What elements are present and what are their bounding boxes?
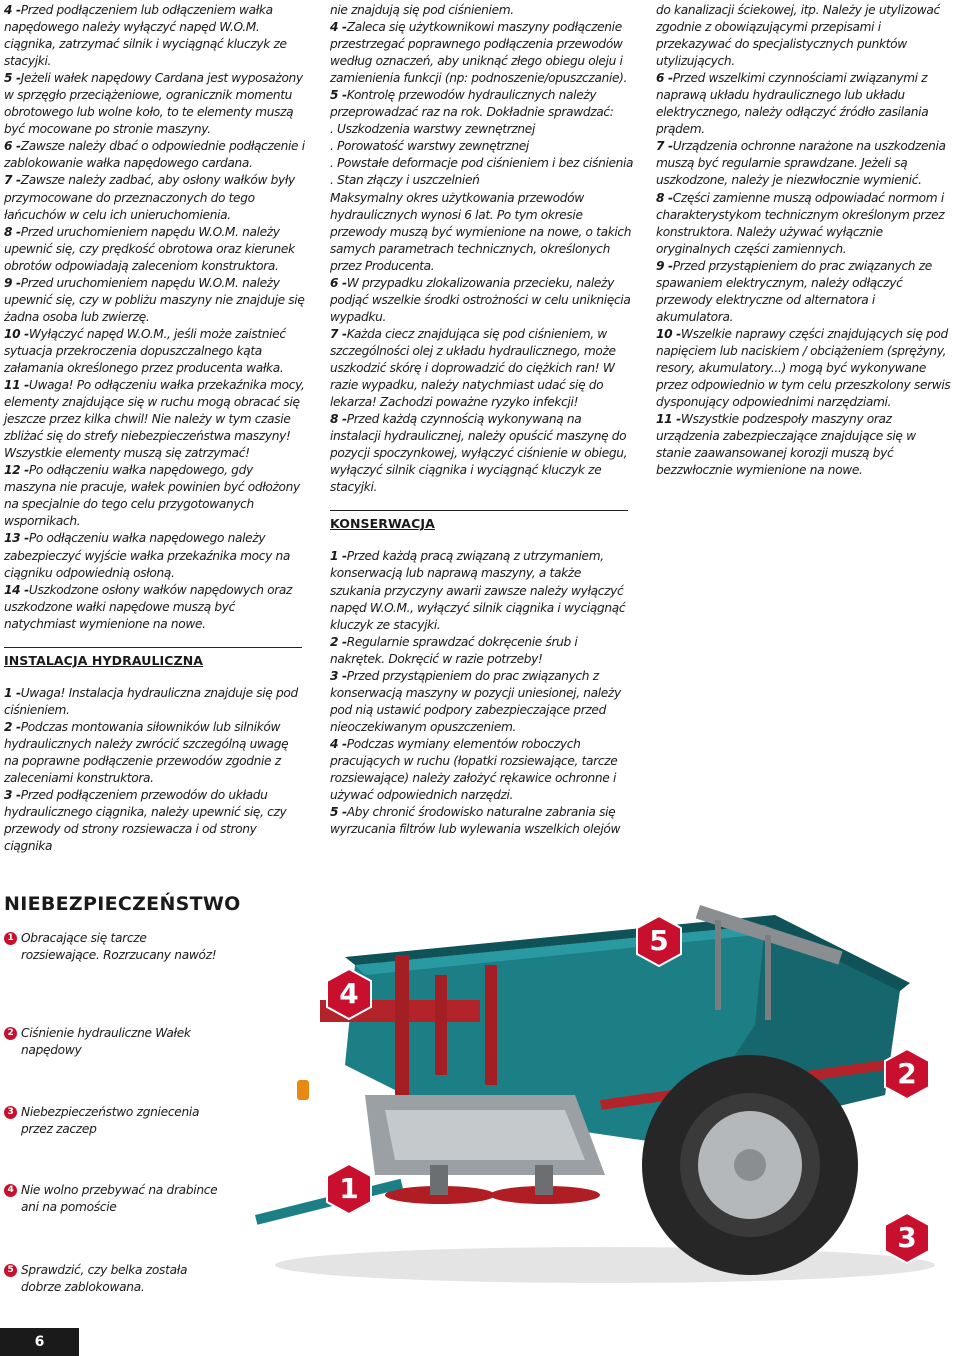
danger-legend-item-1: 1 Obracające się tarcze rozsiewające. Rozrzucany nawóz! <box>4 930 224 964</box>
number-badge-icon: 1 <box>4 932 17 945</box>
fertilizer-spreader-photo <box>245 895 960 1285</box>
hazard-badge-4: 4 <box>325 968 373 1020</box>
paragraph-k5: 5 -Aby chronić środowisko naturalne zabrania się wyrzucania filtrów lub wylewania wszelkich olejów <box>330 805 621 837</box>
danger-heading: NIEBEZPIECZEŃSTWO <box>4 893 241 915</box>
list-item: . Porowatość warstwy zewnętrznej <box>330 139 529 154</box>
hazard-badge-3: 3 <box>883 1212 931 1264</box>
paragraph-h7: 7 -Każda ciecz znajdująca się pod ciśnieniem, w szczególności olej z układu hydraulicznego, może uszkodzić skórę i doprowadzić do ciężkich ran! W razie wypadku, należy natychmiast udać się do lekarza! Zachodzi poważne ryzyko infekcji! <box>330 326 616 410</box>
danger-legend-item-4: 4 Nie wolno przebywać na drabince ani na pomoście <box>4 1182 224 1216</box>
paragraph-11: 14 -Uszkodzone osłony wałków napędowych oraz uszkodzone wałki napędowe muszą być natychmiast wymienione na nowe. <box>4 582 293 631</box>
paragraph-h5: 5 -Kontrolę przewodów hydraulicznych należy przeprowadzać raz na rok. Dokładnie sprawdzać: <box>330 88 614 120</box>
number-badge-icon: 4 <box>4 1184 17 1197</box>
danger-legend-item-5: 5 Sprawdzić, czy belka została dobrze zablokowana. <box>4 1262 224 1296</box>
paragraph-6: 9 -Przed uruchomieniem napędu W.O.M. należy upewnić się, czy w pobliżu maszyny nie znajduje się żadna osoba lub zwierzę. <box>4 275 305 324</box>
paragraph-h3: 3 -Przed podłączeniem przewodów do układu hydraulicznego ciągnika, należy upewnić się, czy przewody od strony rozsiewacza i od strony ciągnika <box>4 788 287 854</box>
hazard-badge-5: 5 <box>635 915 683 967</box>
paragraph-k3: 3 -Przed przystąpieniem do prac związanych z konserwacją maszyny w pozycji uniesionej, należy pod nią ustawić podpory zabezpieczające przed nieoczekiwanym opuszczeniem. <box>330 668 621 734</box>
paragraph-k1: 1 -Przed każdą pracą związaną z utrzymaniem, konserwacją lub naprawą maszyny, a także szukania przyczyny awarii zawsze należy wyłączyć napęd W.O.M., wyłączyć silnik ciągnika i wyciągnąć kluczyk ze stacyjki. <box>330 549 626 632</box>
paragraph-k4: 4 -Podczas wymiany elementów roboczych pracujących w ruchu (łopatki rozsiewające, tarcze rozsiewające) należy założyć rękawice ochronne i używać odpowiednich narzędzi. <box>330 736 618 803</box>
paragraph-7: 10 -Wyłączyć napęd W.O.M., jeśli może zaistnieć sytuacja przekroczenia dopuszczalnego kąta załamania określonego przez producenta wałka. <box>4 326 286 375</box>
paragraph-k9: 9 -Przed przystąpieniem do prac związanych ze spawaniem elektrycznym, należy odłączyć przewody elektryczne od alternatora i akumulatora. <box>656 258 932 324</box>
list-item: . Stan złączy i uszczelnień <box>330 173 480 188</box>
hazard-badge-1: 1 <box>325 1163 373 1215</box>
page-number: 6 <box>0 1328 79 1356</box>
number-badge-icon: 5 <box>4 1264 17 1277</box>
text-column-1 <box>4 2 306 855</box>
paragraph-9: 12 -Po odłączeniu wałka napędowego, gdy maszyna nie pracuje, wałek powinien być odłożony na specjalnie do tego celu przygotowanych wspornikach. <box>4 463 300 529</box>
paragraph-10: 13 -Po odłączeniu wałka napędowego należy zabezpieczyć wyjście wałka przekaźnika mocy na ciągniku odpowiednią osłoną. <box>4 531 290 580</box>
paragraph-2: 5 -Jeżeli wałek napędowy Cardana jest wyposażony w sprzęgło przeciążeniowe, ogranicznik momentu obrotowego lub wolne koło, to te elementy muszą być mocowane po stronie maszyny. <box>4 71 303 137</box>
paragraph-5: 8 -Przed uruchomieniem napędu W.O.M. należy upewnić się, czy prędkość obrotowa oraz kierunek obrotów odpowiadają zaleceniom konstruktora. <box>4 224 295 273</box>
section-heading-hydraulics: INSTALACJA HYDRAULICZNA <box>4 647 302 669</box>
paragraph-k8: 8 -Części zamienne muszą odpowiadać normom i charakterystykom technicznym określonym przez konstruktora. Należy używać wyłącznie oryginalnych części zamiennych. <box>656 190 945 256</box>
list-item: . Powstałe deformacje pod ciśnieniem i bez ciśnienia <box>330 156 634 171</box>
paragraph-1: 4 -Przed podłączeniem lub odłączeniem wałka napędowego należy wyłączyć napęd W.O.M. ciągnika, zatrzymać silnik i wyciągnąć kluczyk ze stacyjki. <box>4 3 287 69</box>
paragraph-continued: nie znajdują się pod ciśnieniem. <box>330 3 514 17</box>
paragraph-h8: 8 -Przed każdą czynnością wykonywaną na instalacji hydraulicznej, należy opuścić maszynę do pozycji spoczynkowej, wyłączyć ciśnienie w obiegu, wyłączyć silnik ciągnika i wyciągnąć kluczyk ze stacyjki. <box>330 412 628 495</box>
text-column-3 <box>656 2 954 479</box>
text-column-2 <box>330 2 634 838</box>
paragraph-k7: 7 -Urządzenia ochronne narażone na uszkodzenia muszą być regularnie sprawdzane. Jeżeli są uszkodzone, należy je niezwłocznie wymienić. <box>656 139 946 188</box>
danger-legend-item-3: 3 Niebezpieczeństwo zgniecenia przez zaczep <box>4 1104 224 1138</box>
paragraph-continued: do kanalizacji ściekowej, itp. Należy je utylizować zgodnie z obowiązującymi przepisami i przekazywać do specjalistycznych punktów utylizujących. <box>656 3 940 69</box>
list-item: . Uszkodzenia warstwy zewnętrznej <box>330 122 535 137</box>
paragraph-4: 7 -Zawsze należy zadbać, aby osłony wałków były przymocowane do przeznaczonych do tego łańcuchów w celu ich unieruchomienia. <box>4 173 295 222</box>
paragraph-k10: 10 -Wszelkie naprawy części znajdujących się pod napięciem lub naciskiem / obciążeniem (sprężyny, resory, akumulatory...) mogą być wykonywane przez odpowiednio w tym celu przeszkolony serwis dysponujący odpowiednimi narzędziami. <box>656 326 951 410</box>
paragraph-8: 11 -Uwaga! Po odłączeniu wałka przekaźnika mocy, elementy znajdujące się w ruchu mogą obracać się jeszcze przez kilka chwil! Nie należy w tym czasie zbliżać się do strefy niebezpieczeństwa maszyny! Wszystkie elementy muszą się zatrzymać! <box>4 378 305 461</box>
paragraph-3: 6 -Zawsze należy dbać o odpowiednie podłączenie i zablokowanie wałka napędowego cardana. <box>4 139 305 171</box>
paragraph-k11: 11 -Wszystkie podzespoły maszyny oraz urządzenia zabezpieczające znajdujące się w stanie zaawansowanej korozji muszą być bezzwłocznie wymienione na nowe. <box>656 412 916 478</box>
danger-legend-item-2: 2 Ciśnienie hydrauliczne Wałek napędowy <box>4 1025 224 1059</box>
paragraph-h1: 1 -Uwaga! Instalacja hydrauliczna znajduje się pod ciśnieniem. <box>4 685 298 717</box>
number-badge-icon: 3 <box>4 1106 17 1119</box>
paragraph-h4: 4 -Zaleca się użytkownikowi maszyny podłączenie przestrzegać poprawnego podłączenia przewodów według oznaczeń, aby uniknąć złego obiegu oleju i zamienienia funkcji (np: podnoszenie/opuszczanie). <box>330 20 628 86</box>
number-badge-icon: 2 <box>4 1027 17 1040</box>
paragraph-h2: 2 -Podczas montowania siłowników lub silników hydraulicznych należy zwrócić szczególną uwagę na poprawne podłączenie przewodów zgodnie z zaleceniami konstruktora. <box>4 719 289 786</box>
paragraph-k2: 2 -Regularnie sprawdzać dokręcenie śrub i nakrętek. Dokręcić w razie potrzeby! <box>330 634 578 666</box>
paragraph-h6: 6 -W przypadku zlokalizowania przecieku, należy podjąć wszelkie środki ostrożności w celu uniknięcia wypadku. <box>330 275 631 324</box>
section-heading-maintenance: KONSERWACJA <box>330 510 628 532</box>
hazard-badge-2: 2 <box>883 1048 931 1100</box>
paragraph-h5-continued: Maksymalny okres użytkowania przewodów hydraulicznych wynosi 6 lat. Po tym okresie przewody muszą być wymienione na nowe, o takich samych parametrach technicznych, określonych przez Producenta. <box>330 190 632 273</box>
paragraph-k6: 6 -Przed wszelkimi czynnościami związanymi z naprawą układu hydraulicznego lub układu elektrycznego, należy odłączyć źródło zasilania prądem. <box>656 71 929 137</box>
